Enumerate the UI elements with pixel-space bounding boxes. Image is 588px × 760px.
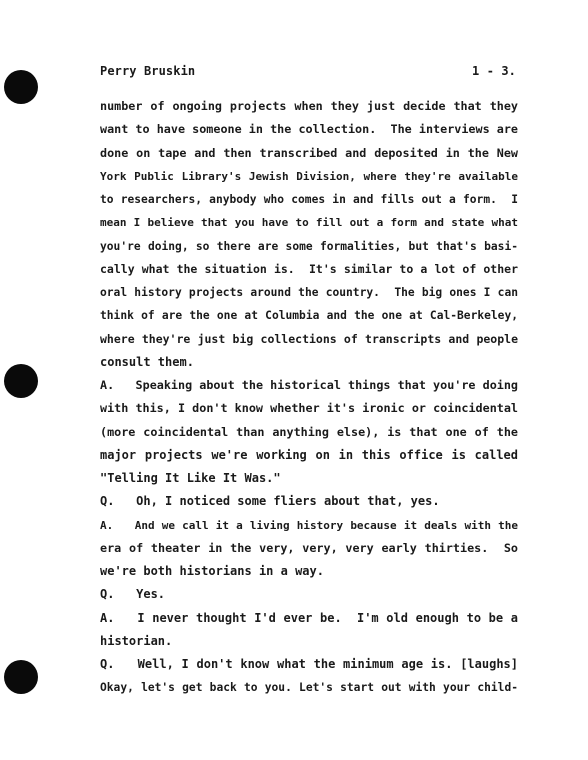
transcript-line: Okay, let's get back to you. Let's start out with your child- [100,681,518,695]
transcript-line: Q. Oh, I noticed some fliers about that, yes. [100,494,440,509]
page-number: 1 - 3. [472,64,516,78]
transcript-line: mean I believe that you have to fill out a form and state what [100,216,518,230]
transcript-line: (more coincidental than anything else), is that one of the [100,424,518,439]
transcript-line: era of theater in the very, very, very early thirties. So [100,540,518,555]
transcript-line: major projects we're working on in this office is called [100,447,518,462]
transcript-line: we're both historians in a way. [100,564,324,578]
transcript-line: "Telling It Like It Was." [100,471,281,485]
punch-hole-bottom [4,660,38,694]
transcript-line: think of are the one at Columbia and the one at Cal-Berkeley, [100,309,518,323]
transcript-line: A. I never thought I'd ever be. I'm old enough to be a [100,610,518,625]
transcript-line: Q. Yes. [100,587,166,602]
transcript-body [100,95,518,700]
transcript-line: to researchers, anybody who comes in and fills out a form. I [100,193,518,206]
transcript-line: Q. Well, I don't know what the minimum age is. [laughs] [100,657,518,671]
transcript-line: done on tape and then transcribed and deposited in the New [100,145,518,160]
transcript-line: want to have someone in the collection. The interviews are [100,122,518,137]
interviewee-name: Perry Bruskin [100,64,196,78]
transcript-line: A. Speaking about the historical things that you're doing [100,378,518,392]
transcript-line: consult them. [100,354,194,369]
transcript-line: oral history projects around the country. The big ones I can [100,286,518,299]
transcript-line: you're doing, so there are some formalities, but that's basi- [100,239,518,253]
transcript-line: where they're just big collections of transcripts and people [100,331,518,346]
transcript-line: historian. [100,633,173,648]
transcript-line: number of ongoing projects when they just decide that they [100,99,518,113]
punch-hole-top [4,70,38,104]
transcript-line: A. And we call it a living history because it deals with the [100,518,518,532]
transcript-line: cally what the situation is. It's similar to a lot of other [100,261,518,276]
punch-hole-middle [4,364,38,398]
transcript-line: York Public Library's Jewish Division, where they're available [100,169,518,183]
transcript-line: with this, I don't know whether it's ironic or coincidental [100,401,518,416]
